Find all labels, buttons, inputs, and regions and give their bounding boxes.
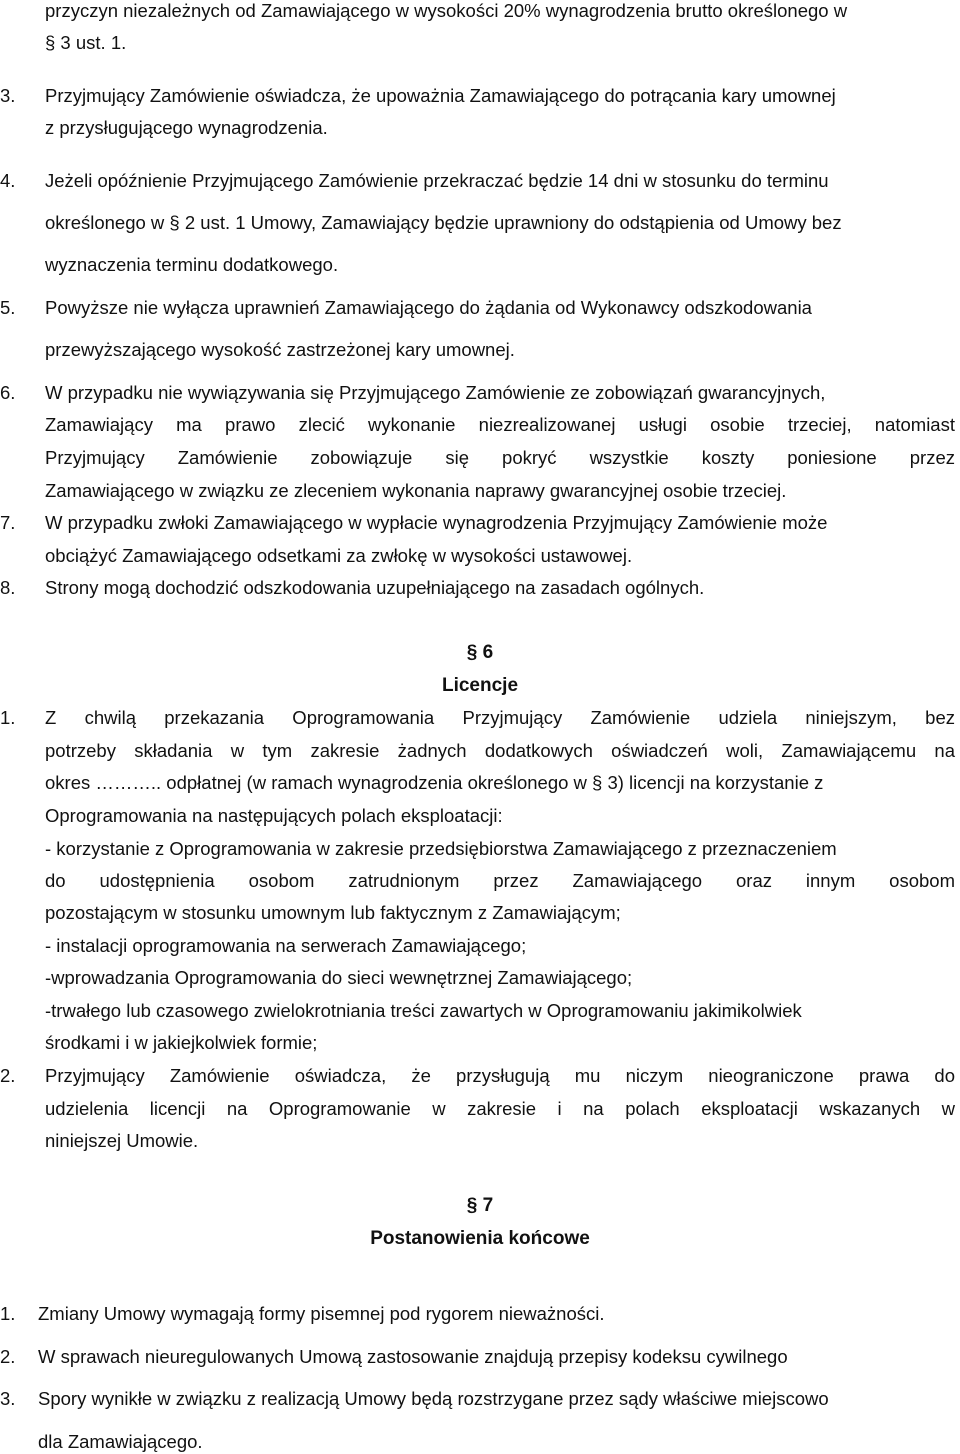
text-line: Zmiany Umowy wymagają formy pisemnej pod rygorem nieważności. <box>38 1303 605 1324</box>
text-line: - instalacji oprogramowania na serwerach Zamawiającego; <box>45 935 527 956</box>
list-number: 2. <box>0 1346 16 1367</box>
list-number: 5. <box>0 297 16 318</box>
list-number: 2. <box>0 1065 16 1086</box>
section-title: Postanowienia końcowe <box>370 1228 590 1249</box>
text-line: Przyjmujący Zamówienie zobowiązuje się pokryć wszystkie koszty poniesione przez <box>45 447 955 468</box>
text-line: Z chwilą przekazania Oprogramowania Przyjmujący Zamówienie udziela niniejszym, bez <box>45 707 955 728</box>
list-number: 1. <box>0 1303 16 1324</box>
text-line: dla Zamawiającego. <box>38 1431 203 1452</box>
text-line: Przyjmujący Zamówienie oświadcza, że upoważnia Zamawiającego do potrącania kary umownej <box>45 85 836 106</box>
text-line: Spory wynikłe w związku z realizacją Umowy będą rozstrzygane przez sądy właściwe miejscowo <box>38 1388 829 1409</box>
text-line: -trwałego lub czasowego zwielokrotniania treści zawartych w Oprogramowaniu jakimikolwiek <box>45 1000 802 1021</box>
section-symbol-heading: § 7 <box>466 1195 494 1216</box>
text-line: do udostępnienia osobom zatrudnionym przez Zamawiającego oraz innym osobom <box>45 870 955 891</box>
text-line: obciążyć Zamawiającego odsetkami za zwłokę w wysokości ustawowej. <box>45 545 633 566</box>
text-line: Powyższe nie wyłącza uprawnień Zamawiającego do żądania od Wykonawcy odszkodowania <box>45 297 812 318</box>
list-number: 3. <box>0 1388 16 1409</box>
list-number: 6. <box>0 382 16 403</box>
list-number: 1. <box>0 707 16 728</box>
text-line: potrzeby składania w tym zakresie żadnych dodatkowych oświadczeń woli, Zamawiającemu na <box>45 740 955 761</box>
text-line: określonego w § 2 ust. 1 Umowy, Zamawiający będzie uprawniony do odstąpienia od Umowy bez <box>45 212 842 233</box>
text-line: pozostającym w stosunku umownym lub faktycznym z Zamawiającym; <box>45 902 621 923</box>
text-line: Jeżeli opóźnienie Przyjmującego Zamówienie przekraczać będzie 14 dni w stosunku do terminu <box>45 170 829 191</box>
text-line: wyznaczenia terminu dodatkowego. <box>45 254 339 275</box>
text-line: z przysługującego wynagrodzenia. <box>45 117 328 138</box>
text-line: Strony mogą dochodzić odszkodowania uzupełniającego na zasadach ogólnych. <box>45 577 705 598</box>
text-line: -wprowadzania Oprogramowania do sieci wewnętrznej Zamawiającego; <box>45 967 633 988</box>
text-line: udzielenia licencji na Oprogramowanie w zakresie i na polach eksploatacji wskazanych w <box>45 1098 955 1119</box>
section-symbol-heading: § 6 <box>466 642 494 663</box>
list-number: 3. <box>0 85 16 106</box>
list-number: 4. <box>0 170 16 191</box>
text-line: Zamawiającego w związku ze zleceniem wykonania naprawy gwarancyjnej osobie trzeciej. <box>45 480 787 501</box>
text-line: Oprogramowania na następujących polach eksploatacji: <box>45 805 503 826</box>
text-line: § 3 ust. 1. <box>45 32 127 53</box>
section-title: Licencje <box>441 675 519 696</box>
list-number: 8. <box>0 577 16 598</box>
text-line: Przyjmujący Zamówienie oświadcza, że przysługują mu niczym nieograniczone prawa do <box>45 1065 955 1086</box>
text-line: przyczyn niezależnych od Zamawiającego w wysokości 20% wynagrodzenia brutto określonego w <box>45 0 848 21</box>
text-line: - korzystanie z Oprogramowania w zakresie przedsiębiorstwa Zamawiającego z przeznaczeniem <box>45 838 837 859</box>
text-line: W sprawach nieuregulowanych Umową zastosowanie znajdują przepisy kodeksu cywilnego <box>38 1346 788 1367</box>
text-line: okres ……….. odpłatnej (w ramach wynagrodzenia określonego w § 3) licencji na korzystanie z <box>45 772 824 793</box>
text-line: W przypadku zwłoki Zamawiającego w wypłacie wynagrodzenia Przyjmujący Zamówienie może <box>45 512 828 533</box>
text-line: Zamawiający ma prawo zlecić wykonanie niezrealizowanej usługi osobie trzeciej, natomiast <box>45 414 955 435</box>
text-line: środkami i w jakiejkolwiek formie; <box>45 1032 318 1053</box>
text-line: niniejszej Umowie. <box>45 1130 199 1151</box>
list-number: 7. <box>0 512 16 533</box>
text-line: przewyższającego wysokość zastrzeżonej kary umownej. <box>45 339 515 360</box>
text-line: W przypadku nie wywiązywania się Przyjmującego Zamówienie ze zobowiązań gwarancyjnych, <box>45 382 826 403</box>
